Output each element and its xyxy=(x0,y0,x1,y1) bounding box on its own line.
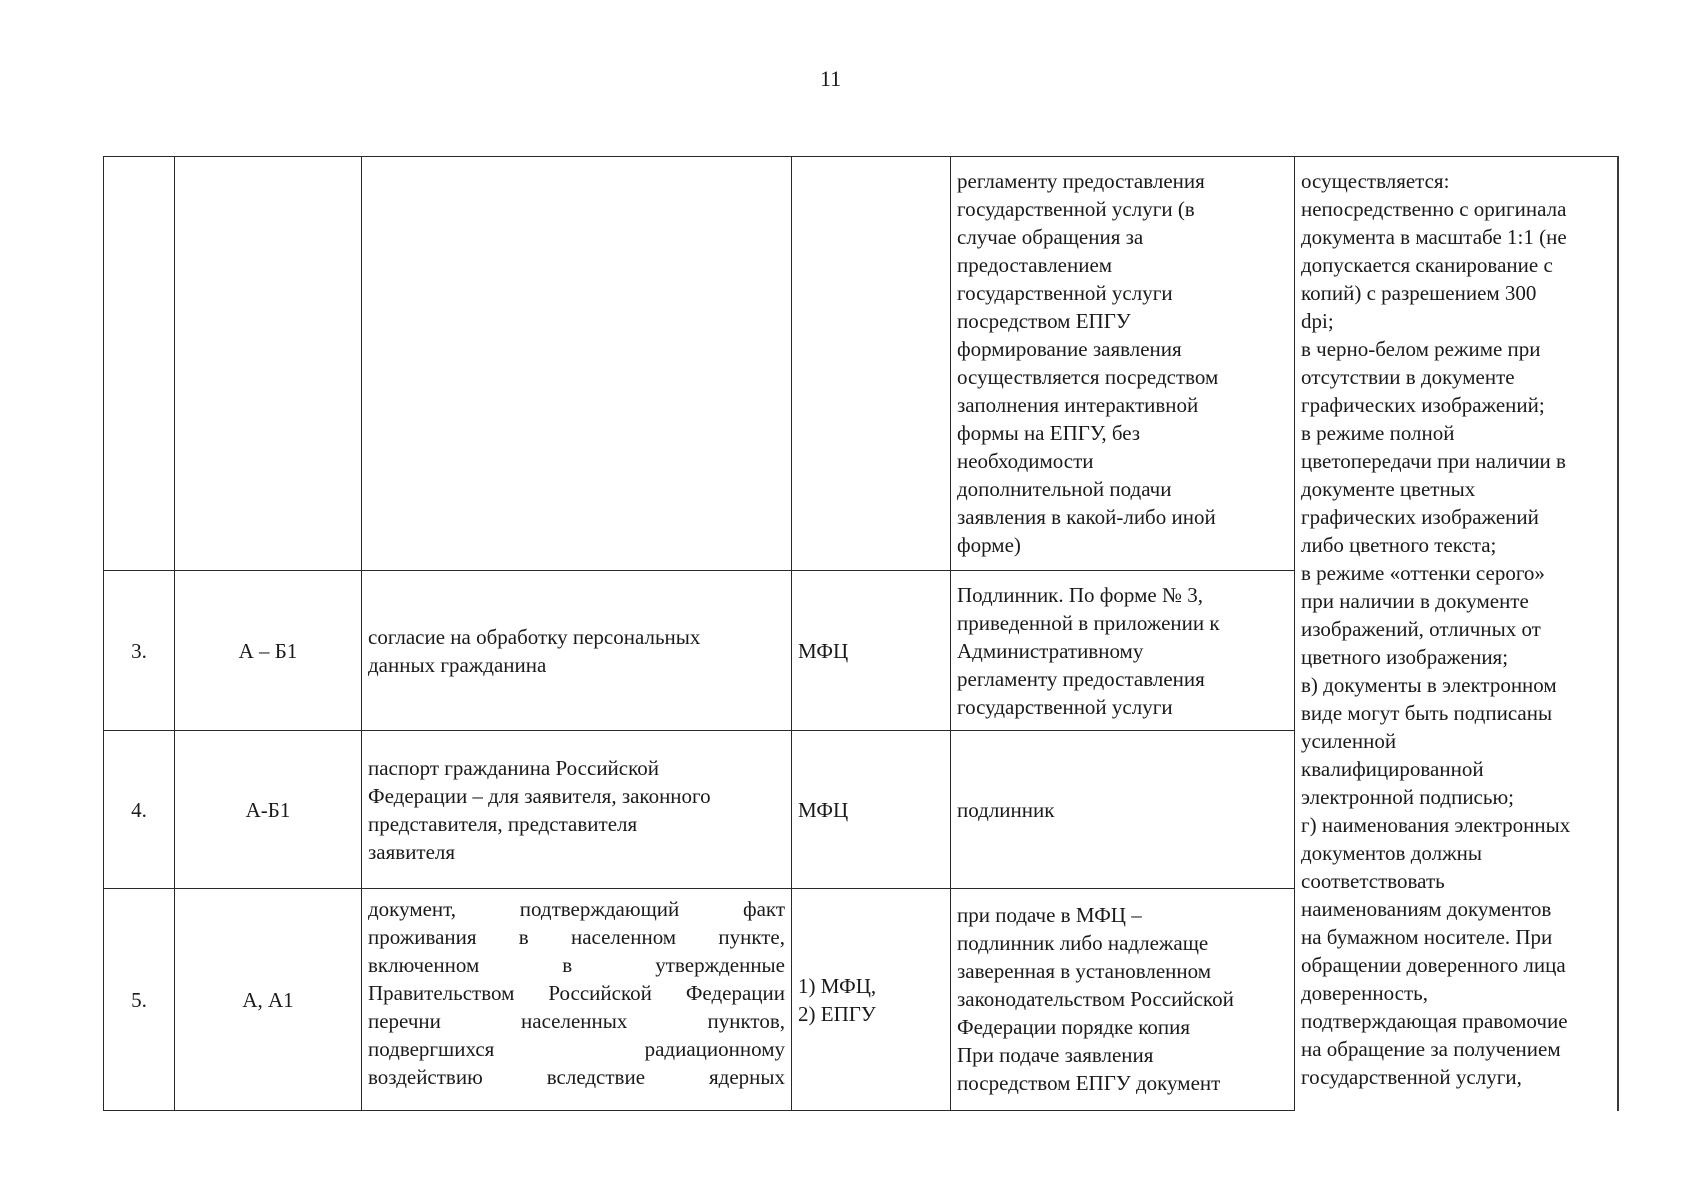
document-name-cell: документ, подтверждающий факт проживания в населенном пункте, включенном в утвержденные Правительством Российской Федерации перечни населенных пунктов, подвергшихся радиационному воздействию вследствие ядерных xyxy=(362,889,792,1111)
row-number-cell xyxy=(104,157,175,571)
document-form-cell: подлинник xyxy=(951,731,1295,889)
submission-place-cell: 1) МФЦ, 2) ЕПГУ xyxy=(792,889,951,1111)
submission-place-cell: МФЦ xyxy=(792,731,951,889)
document-name-cell xyxy=(362,157,792,571)
submission-place-cell xyxy=(792,157,951,571)
row-number-cell: 4. xyxy=(104,731,175,889)
applicant-code-cell: А-Б1 xyxy=(175,731,362,889)
applicant-code-cell: А, А1 xyxy=(175,889,362,1111)
requirements-cell: осуществляется: непосредственно с оригинала документа в масштабе 1:1 (не допускается сканирование с копий) с разрешением 300 dpi; в черно-белом режиме при отсутствии в документе графических изображений; в режиме полной цветопередачи при наличии в документе цветных графических изображений либо цветного текста; в режиме «оттенки серого» при наличии в документе изображений, отличных от цветного изображения; в) документы в электронном виде могут быть подписаны усиленной квалифицированной электронной подписью; г) наименования электронных документов должны соответствовать наименованиям документов на бумажном носителе. При обращении доверенного лица доверенность, подтверждающая правомочие на обращение за получением государственной услуги, xyxy=(1295,157,1619,1111)
applicant-code-cell: А – Б1 xyxy=(175,571,362,731)
document-form-cell: регламенту предоставления государственной услуги (в случае обращения за предоставлением государственной услуги посредством ЕПГУ формирование заявления осуществляется посредством заполнения интерактивной формы на ЕПГУ, без необходимости дополнительной подачи заявления в какой-либо иной форме) xyxy=(951,157,1295,571)
row-number-cell: 5. xyxy=(104,889,175,1111)
document-form-cell: при подаче в МФЦ – подлинник либо надлежаще заверенная в установленном законодательством Российской Федерации порядке копия При подаче заявления посредством ЕПГУ документ xyxy=(951,889,1295,1111)
document-form-cell: Подлинник. По форме № 3, приведенной в приложении к Административному регламенту предоставления государственной услуги xyxy=(951,571,1295,731)
submission-place-cell: МФЦ xyxy=(792,571,951,731)
documents-table xyxy=(103,156,1619,1111)
table-right-border xyxy=(1617,156,1619,1111)
page-number: 11 xyxy=(820,66,842,91)
applicant-code-cell xyxy=(175,157,362,571)
table-row-continued xyxy=(104,157,1619,571)
row-number-cell: 3. xyxy=(104,571,175,731)
document-name-cell: согласие на обработку персональных данных гражданина xyxy=(362,571,792,731)
document-name-cell: паспорт гражданина Российской Федерации – для заявителя, законного представителя, представителя заявителя xyxy=(362,731,792,889)
